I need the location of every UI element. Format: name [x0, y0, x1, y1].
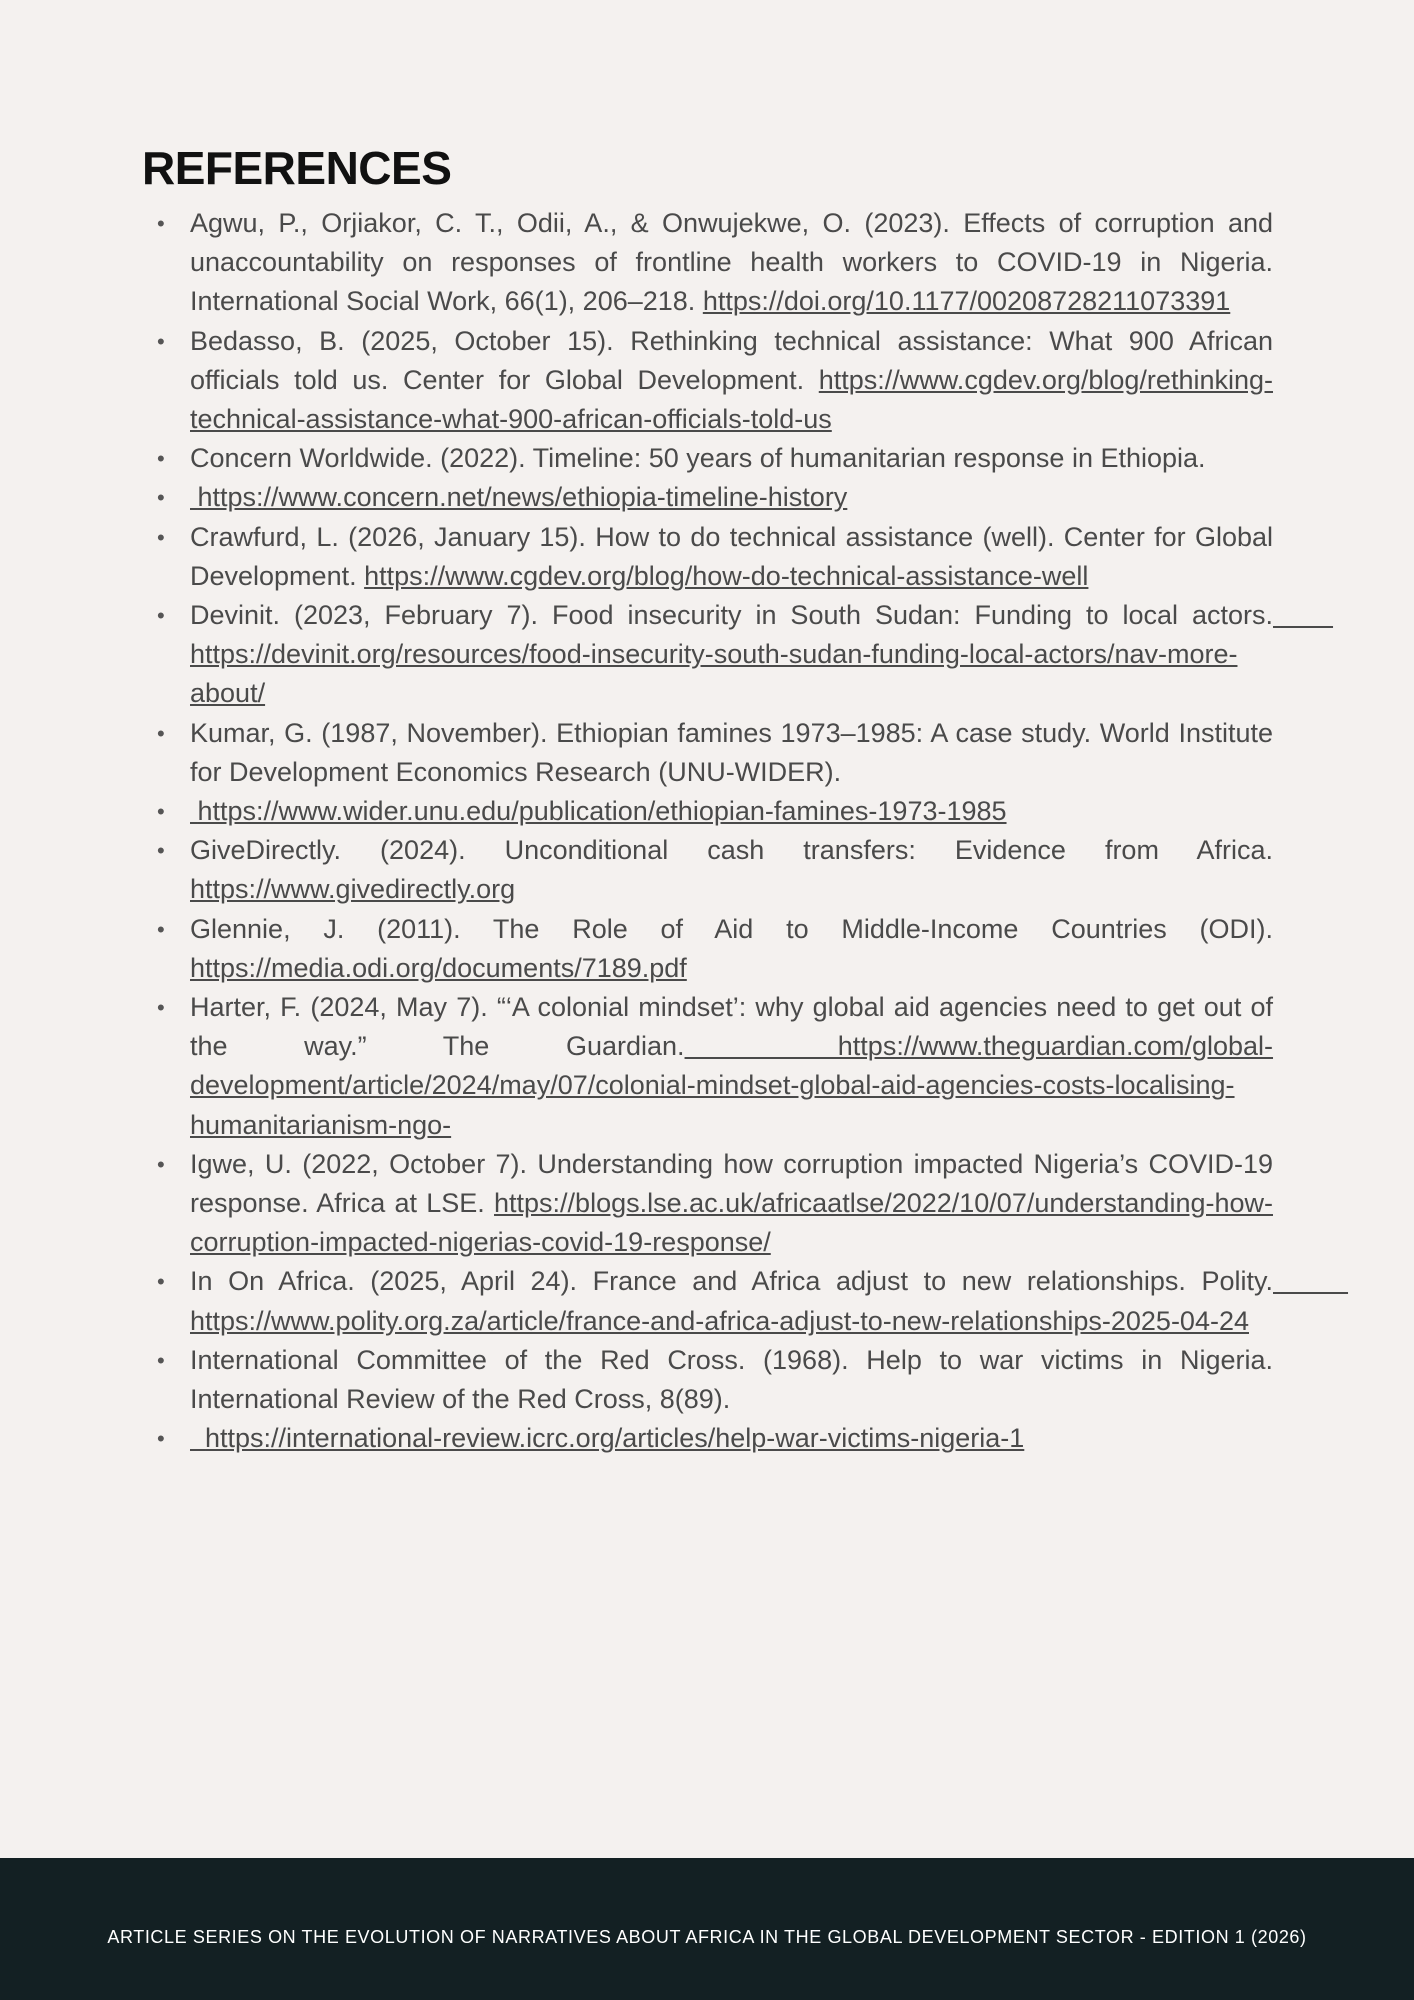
reference-link[interactable]: https://www.wider.unu.edu/publication/ethiopian-famines-1973-1985	[190, 796, 1007, 827]
reference-item	[142, 478, 1273, 517]
bullet-icon: •	[157, 995, 165, 1021]
bullet-icon: •	[157, 211, 165, 236]
reference-item	[142, 1341, 1273, 1419]
reference-item	[142, 1262, 1349, 1340]
reference-link[interactable]: https://devinit.org/resources/food-insecurity-south-sudan-funding-local-actors/nav-more-about/	[190, 600, 1334, 709]
bullet-icon: •	[157, 1151, 165, 1177]
reference-item	[142, 322, 1273, 440]
bullet-icon: •	[157, 916, 165, 942]
reference-item	[142, 1419, 1273, 1458]
bullet-icon: •	[157, 838, 165, 864]
reference-item	[142, 204, 1273, 322]
reference-link[interactable]: https://doi.org/10.1177/00208728211073391	[702, 286, 1231, 317]
bullet-icon: •	[157, 799, 165, 825]
bullet-icon: •	[157, 603, 165, 629]
reference-link[interactable]: https://www.concern.net/news/ethiopia-timeline-history	[190, 482, 848, 513]
reference-text: Devinit. (2023, February 7). Food insecurity in South Sudan: Funding to local actors.	[190, 600, 1273, 631]
reference-link[interactable]: https://international-review.icrc.org/articles/help-war-victims-nigeria-1	[190, 1423, 1025, 1454]
reference-item	[142, 910, 1273, 988]
bullet-icon: •	[157, 446, 165, 472]
reference-text: Igwe, U. (2022, October 7). Understanding how corruption impacted Nigeria’s COVID-19 response. Africa at LSE.	[190, 1148, 1273, 1219]
references-section	[142, 140, 1349, 1459]
bullet-icon: •	[157, 524, 165, 550]
reference-item	[142, 439, 1273, 478]
footer-text: ARTICLE SERIES ON THE EVOLUTION OF NARRATIVES ABOUT AFRICA IN THE GLOBAL DEVELOPMENT SECTOR - EDITION 1 (2026)	[107, 1926, 1307, 1947]
bullet-icon: •	[157, 328, 165, 354]
reference-text: Agwu, P., Orjiakor, C. T., Odii, A., & Onwujekwe, O. (2023). Effects of corruption and unaccountability on responses of frontline health workers to COVID-19 in Nigeria. International Social Work, 66(1), 206–218.	[190, 208, 1273, 317]
bullet-icon: •	[157, 1269, 165, 1295]
reference-item	[142, 714, 1273, 792]
reference-link[interactable]: https://www.givedirectly.org	[190, 874, 516, 905]
bullet-icon: •	[157, 1347, 165, 1373]
reference-text: GiveDirectly. (2024). Unconditional cash transfers: Evidence from Africa.	[190, 835, 1273, 866]
bullet-icon: •	[157, 720, 165, 746]
reference-text: Glennie, J. (2011). The Role of Aid to Middle-Income Countries (ODI).	[190, 913, 1273, 944]
reference-item	[142, 988, 1273, 1145]
reference-text: Kumar, G. (1987, November). Ethiopian famines 1973–1985: A case study. World Institute for Development Economics Research (UNU-WIDER).	[190, 717, 1273, 787]
page-title: REFERENCES	[142, 142, 452, 194]
reference-link[interactable]: https://media.odi.org/documents/7189.pdf	[190, 952, 687, 983]
reference-list	[142, 204, 1349, 1459]
reference-item	[142, 792, 1273, 831]
reference-text: In On Africa. (2025, April 24). France and Africa adjust to new relationships. Polity.	[190, 1266, 1273, 1297]
reference-item	[142, 518, 1273, 596]
reference-text: Bedasso, B. (2025, October 15). Rethinking technical assistance: What 900 African officials told us. Center for Global Development.	[190, 325, 1273, 395]
reference-link[interactable]: https://www.cgdev.org/blog/how-do-technical-assistance-well	[364, 560, 1089, 591]
reference-link[interactable]: https://blogs.lse.ac.uk/africaatlse/2022/10/07/understanding-how-corruption-impacted-nigerias-covid-19-response/	[190, 1188, 1273, 1258]
reference-text: Crawfurd, L. (2026, January 15). How to do technical assistance (well). Center for Global Development.	[190, 521, 1273, 591]
footer-bar	[0, 1858, 1414, 2000]
bullet-icon: •	[157, 485, 165, 511]
reference-link[interactable]: https://www.theguardian.com/global-development/article/2024/may/07/colonial-mindset-global-aid-agencies-costs-localising-humanitarianism-ngo-	[190, 1031, 1274, 1140]
reference-item	[142, 831, 1273, 909]
reference-link[interactable]: https://www.cgdev.org/blog/rethinking-technical-assistance-what-900-african-officials-told-us	[190, 364, 1273, 435]
reference-link[interactable]: https://www.polity.org.za/article/france-and-africa-adjust-to-new-relationships-2025-04-24	[190, 1266, 1349, 1336]
reference-text: Concern Worldwide. (2022). Timeline: 50 years of humanitarian response in Ethiopia.	[190, 443, 1206, 474]
reference-text: Harter, F. (2024, May 7). “‘A colonial mindset’: why global aid agencies need to get out of the way.” The Guardian.	[190, 992, 1273, 1062]
reference-item	[142, 1145, 1273, 1263]
reference-text: International Committee of the Red Cross. (1968). Help to war victims in Nigeria. International Review of the Red Cross, 8(89).	[190, 1344, 1273, 1415]
reference-item	[142, 596, 1334, 714]
bullet-icon: •	[157, 1426, 165, 1452]
